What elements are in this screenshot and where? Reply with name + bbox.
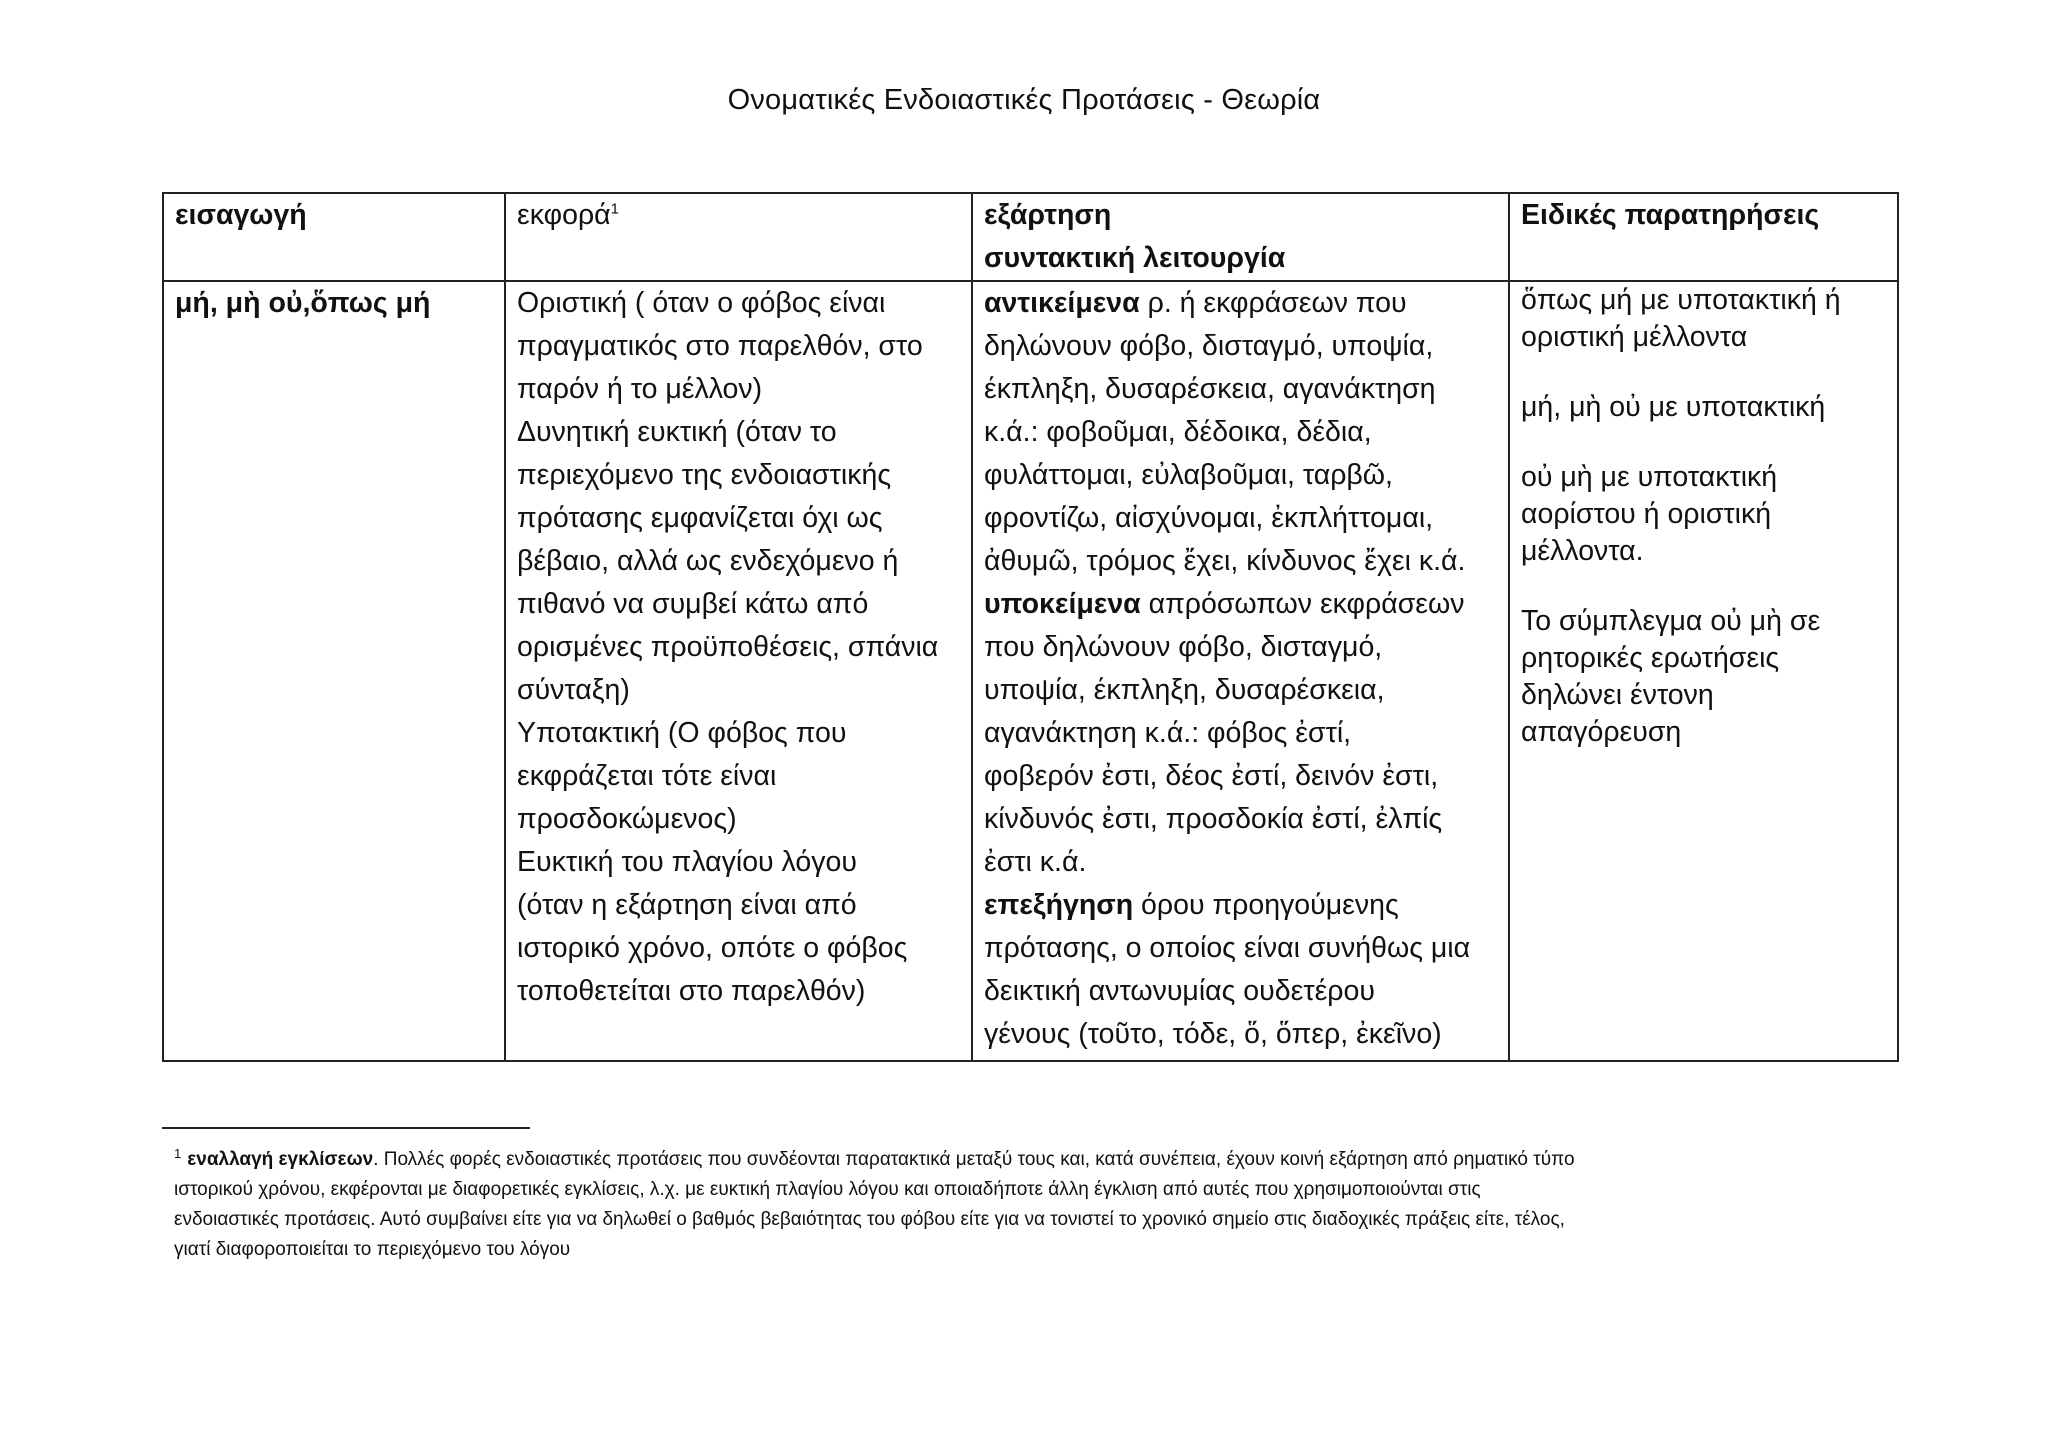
objects-label: αντικείμενα xyxy=(984,287,1140,319)
header-notes: Ειδικές παρατηρήσεις xyxy=(1509,193,1898,281)
note-ou-me: οὐ μὴ με υποτακτική αορίστου ή οριστική μέλλοντα. xyxy=(1521,461,1778,567)
subjects-label: υποκείμενα xyxy=(984,588,1141,620)
note-me-me-ou: μή, μὴ οὐ με υποτακτική xyxy=(1521,391,1826,423)
note-rhetorical: Το σύμπλεγμα οὐ μὴ σε ρητορικές ερωτήσεις δηλώνει έντονη απαγόρευση xyxy=(1521,605,1821,748)
header-intro: εισαγωγή xyxy=(163,193,505,281)
footnote-number: 1 xyxy=(174,1145,182,1161)
footnote-divider xyxy=(162,1127,530,1129)
header-dependency: εξάρτηση συντακτική λειτουργία xyxy=(972,193,1509,281)
table-header-row xyxy=(163,193,1898,281)
footnote: $^1$ εναλλαγή εγκλίσεων. Πολλές φορές ενδοιαστικές προτάσεις που συνδέονται παρατακτικά μεταξύ τους και, κατά συνέπεια, έχουν κοινή εξάρτηση από ρηματικό τύπο ιστορικού χρόνου, εκφέρονται με διαφορετικές εγκλίσεις, λ.χ. με ευκτική πλαγίου λόγου και οποιαδήποτε άλλη έγκλιση από αυτές που χρησιμοποιούνται στις ενδοιαστικές προτάσεις. Αυτό συμβαίνει είτε για να δηλωθεί ο βαθμός βεβαιότητας του φόβου είτε για να τονιστεί το χρονικό σημείο στις διαδοχικές πράξεις είτε, τέλος, γιατί διαφοροποιείται το περιεχόμενο του λόγου xyxy=(174,1145,1575,1260)
cell-intro: μή, μὴ οὐ,ὅπως μή xyxy=(163,281,505,1061)
cell-notes xyxy=(1509,281,1898,1061)
cell-ekfora: Οριστική ( όταν ο φόβος είναι πραγματικός στο παρελθόν, στο παρόν ή το μέλλον) Δυνητική ευκτική (όταν το περιεχόμενο της ενδοιαστικής πρότασης εμφανίζεται όχι ως βέβαιο, αλλά ως ενδεχόμενο ή πιθανό να συμβεί κάτω από ορισμένες προϋποθέσεις, σπάνια σύνταξη) Υποτακτική (Ο φόβος που εκφράζεται τότε είναι προσδοκώμενος) Ευκτική του πλαγίου λόγου (όταν η εξάρτηση είναι από ιστορικό χρόνο, οπότε ο φόβος τοποθετείται στο παρελθόν) xyxy=(505,281,972,1061)
note-hopos-me: ὅπως μή με υποτακτική ή οριστική μέλλοντα xyxy=(1521,284,1841,353)
explanation-label: επεξήγηση xyxy=(984,889,1134,921)
theory-table xyxy=(162,192,1899,1062)
page-title: Ονοματικές Ενδοιαστικές Προτάσεις - Θεωρία xyxy=(727,84,1321,116)
footnote-label: εναλλαγή εγκλίσεων xyxy=(187,1149,374,1170)
table-row xyxy=(163,281,1898,1061)
footnote-mark[interactable]: 1 xyxy=(610,200,619,218)
header-ekfora: εκφορά$^1$ xyxy=(505,193,972,281)
cell-dependency: αντικείμενα ρ. ή εκφράσεων που δηλώνουν φόβο, δισταγμό, υποψία, έκπληξη, δυσαρέσκεια, αγανάκτηση κ.ά.: φοβοῦμαι, δέδοικα, δέδια, φυλάττομαι, εὐλαβοῦμαι, ταρβῶ, φροντίζω, αἰσχύνομαι, ἐκπλήττομαι, ἀθυμῶ, τρόμος ἔχει, κίνδυνος ἔχει κ.ά. υποκείμενα απρόσωπων εκφράσεων που δηλώνουν φόβο, δισταγμό, υποψία, έκπληξη, δυσαρέσκεια, αγανάκτηση κ.ά.: φόβος ἐστί, φοβερόν ἐστι, δέος ἐστί, δεινόν ἐστι, κίνδυνός ἐστι, προσδοκία ἐστί, ἐλπίς ἐστι κ.ά. επεξήγηση όρου προηγούμενης πρότασης, ο οποίος είναι συνήθως μια δεικτική αντωνυμίας ουδετέρου γένους (τοῦτο, τόδε, ὅ, ὅπερ, ἐκεῖνο) xyxy=(972,281,1509,1061)
